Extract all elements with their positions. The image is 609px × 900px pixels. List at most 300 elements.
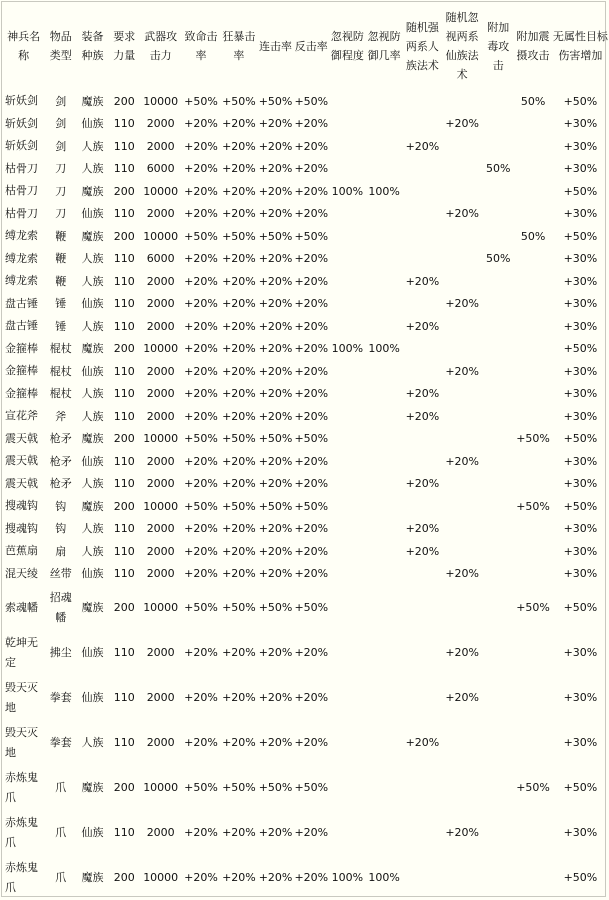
- table-cell: [514, 360, 552, 383]
- table-cell: [366, 315, 403, 338]
- table-cell: 魔族: [81, 432, 104, 446]
- table-cell: +20%: [258, 342, 293, 356]
- table-cell: 魔族: [81, 871, 104, 884]
- table-cell: [514, 203, 552, 226]
- table-cell: [514, 405, 552, 428]
- col-header: 无属性目标伤害增加: [552, 30, 608, 62]
- weapon-name-cell: 缚龙索: [5, 251, 38, 265]
- table-cell: +20%: [258, 646, 293, 659]
- table-cell: 人族: [81, 319, 104, 333]
- table-cell: [366, 383, 403, 406]
- table-cell: +50%: [222, 499, 256, 513]
- table-cell: +20%: [184, 342, 218, 356]
- table-cell: 棍杖: [49, 364, 72, 378]
- table-cell: [366, 675, 403, 720]
- table-cell: +20%: [294, 646, 329, 659]
- table-cell: +20%: [222, 117, 256, 131]
- table-cell: [403, 158, 442, 181]
- table-cell: [329, 473, 365, 496]
- table-cell: [329, 158, 365, 181]
- weapon-name-cell: 金箍棒: [5, 341, 38, 355]
- weapon-name-cell: 缚龙索: [5, 274, 38, 288]
- table-cell: [482, 518, 514, 541]
- table-cell: +20%: [258, 871, 293, 884]
- table-cell: +20%: [222, 409, 256, 423]
- table-cell: +50%: [516, 781, 550, 794]
- table-cell: +20%: [184, 274, 218, 288]
- table-cell: [403, 585, 442, 630]
- table-row: [2, 810, 609, 855]
- table-cell: 刀: [55, 207, 67, 221]
- table-cell: +20%: [294, 117, 329, 131]
- table-cell: +50%: [516, 601, 550, 614]
- table-cell: +30%: [563, 139, 598, 153]
- table-cell: 拳套: [49, 736, 72, 749]
- table-cell: [366, 158, 403, 181]
- table-cell: [442, 585, 482, 630]
- table-cell: +20%: [258, 409, 293, 423]
- table-cell: +20%: [445, 297, 479, 311]
- table-cell: [329, 360, 365, 383]
- table-cell: +20%: [294, 409, 329, 423]
- table-cell: 200: [113, 601, 135, 614]
- table-cell: [442, 158, 482, 181]
- table-cell: 仙族: [81, 207, 104, 221]
- table-cell: 100%: [331, 342, 364, 356]
- table-cell: [442, 338, 482, 361]
- table-cell: 2000: [146, 364, 175, 378]
- table-cell: [482, 383, 514, 406]
- table-cell: +20%: [222, 274, 256, 288]
- table-cell: [329, 675, 365, 720]
- weapon-name-cell: 乾坤无定: [5, 635, 38, 669]
- table-cell: 110: [113, 139, 135, 153]
- table-cell: [442, 180, 482, 203]
- table-cell: [442, 248, 482, 271]
- col-header: 反击率: [294, 39, 328, 53]
- table-cell: [514, 540, 552, 563]
- table-cell: +20%: [294, 252, 329, 266]
- table-cell: +20%: [184, 736, 218, 749]
- table-cell: 剑: [55, 139, 67, 153]
- table-cell: 人族: [81, 252, 104, 266]
- table-cell: [482, 630, 514, 675]
- table-cell: 人族: [81, 522, 104, 536]
- divine-weapon-table: [2, 2, 609, 900]
- table-cell: 10000: [143, 781, 179, 794]
- table-cell: [482, 428, 514, 451]
- table-cell: +20%: [184, 252, 218, 266]
- table-cell: [366, 135, 403, 158]
- table-cell: 仙族: [81, 454, 104, 468]
- table-cell: [329, 113, 365, 136]
- table-cell: [442, 135, 482, 158]
- table-cell: [403, 338, 442, 361]
- table-cell: +50%: [563, 229, 598, 243]
- table-cell: +20%: [222, 252, 256, 266]
- table-cell: 200: [113, 94, 135, 108]
- table-cell: +50%: [294, 432, 329, 446]
- table-cell: +20%: [222, 522, 256, 536]
- table-cell: [514, 675, 552, 720]
- table-cell: [403, 203, 442, 226]
- weapon-name-cell: 赤炼鬼爪: [5, 860, 38, 894]
- col-header: 装备种族: [81, 30, 104, 62]
- weapon-name-cell: 搜魂钩: [5, 499, 38, 513]
- table-cell: +20%: [258, 736, 293, 749]
- table-cell: 6000: [146, 252, 175, 266]
- table-cell: +50%: [184, 432, 218, 446]
- table-cell: 钩: [55, 499, 67, 513]
- table-cell: 2000: [146, 691, 175, 704]
- table-cell: +20%: [258, 691, 293, 704]
- table-cell: +20%: [294, 184, 329, 198]
- table-cell: +50%: [516, 432, 550, 446]
- table-cell: [403, 293, 442, 316]
- table-cell: 10000: [143, 499, 179, 513]
- table-cell: 2000: [146, 117, 175, 131]
- table-cell: [366, 405, 403, 428]
- table-cell: +50%: [184, 94, 218, 108]
- table-cell: +50%: [258, 94, 293, 108]
- table-cell: [482, 360, 514, 383]
- col-header: 附加毒攻击: [487, 20, 510, 72]
- table-cell: [403, 855, 442, 900]
- table-cell: 10000: [143, 432, 179, 446]
- col-header: 随机强两系人族法术: [405, 20, 439, 72]
- table-cell: 丝带: [49, 567, 72, 581]
- table-cell: +20%: [222, 544, 256, 558]
- table-cell: +20%: [294, 139, 329, 153]
- table-cell: +30%: [563, 409, 598, 423]
- table-cell: +20%: [294, 567, 329, 581]
- table-cell: 110: [113, 409, 135, 423]
- table-cell: 2000: [146, 297, 175, 311]
- table-cell: 刀: [55, 184, 67, 198]
- table-row: [2, 338, 609, 361]
- table-cell: 100%: [331, 871, 364, 884]
- table-cell: 仙族: [81, 297, 104, 311]
- table-cell: [366, 585, 403, 630]
- table-cell: +30%: [563, 252, 598, 266]
- table-row: [2, 450, 609, 473]
- table-cell: 刀: [55, 162, 67, 176]
- table-cell: +20%: [445, 117, 479, 131]
- table-cell: 仙族: [81, 691, 104, 704]
- table-cell: +20%: [405, 522, 440, 536]
- table-cell: 人族: [81, 544, 104, 558]
- table-cell: [482, 585, 514, 630]
- col-header: 忽视防御程度: [330, 30, 364, 62]
- table-cell: 锤: [55, 297, 67, 311]
- table-cell: [482, 293, 514, 316]
- table-body: [2, 90, 609, 900]
- table-cell: 拂尘: [49, 646, 72, 659]
- table-cell: 2000: [146, 567, 175, 581]
- weapon-name-cell: 索魂幡: [5, 600, 38, 614]
- table-cell: +20%: [294, 736, 329, 749]
- table-cell: 110: [113, 319, 135, 333]
- table-cell: +20%: [445, 364, 479, 378]
- table-cell: +30%: [563, 454, 598, 468]
- table-cell: 100%: [368, 871, 400, 884]
- table-cell: [514, 450, 552, 473]
- table-cell: [514, 563, 552, 586]
- table-cell: [514, 338, 552, 361]
- table-cell: [403, 113, 442, 136]
- table-cell: [403, 563, 442, 586]
- table-cell: +20%: [294, 544, 329, 558]
- table-cell: +20%: [294, 364, 329, 378]
- table-row: [2, 630, 609, 675]
- table-row: [2, 563, 609, 586]
- table-cell: [366, 360, 403, 383]
- table-cell: [329, 720, 365, 765]
- table-cell: [442, 270, 482, 293]
- table-cell: 110: [113, 207, 135, 221]
- table-cell: 10000: [143, 871, 179, 884]
- table-cell: 200: [113, 432, 135, 446]
- table-cell: [482, 720, 514, 765]
- table-cell: 110: [113, 162, 135, 176]
- col-header: 狂暴击率: [222, 30, 256, 62]
- table-cell: 110: [113, 387, 135, 401]
- table-cell: +20%: [184, 544, 218, 558]
- table-cell: +50%: [294, 229, 329, 243]
- table-cell: [366, 495, 403, 518]
- table-cell: +50%: [294, 94, 329, 108]
- table-cell: [403, 765, 442, 810]
- table-cell: +30%: [563, 691, 598, 704]
- table-cell: [442, 473, 482, 496]
- table-cell: [329, 495, 365, 518]
- table-row: [2, 540, 609, 563]
- table-cell: [329, 405, 365, 428]
- table-cell: +50%: [184, 499, 218, 513]
- table-cell: +20%: [258, 364, 293, 378]
- table-cell: 爪: [55, 871, 67, 884]
- table-cell: [482, 90, 514, 113]
- table-cell: +50%: [258, 781, 293, 794]
- table-cell: +20%: [184, 297, 218, 311]
- table-cell: +30%: [563, 207, 598, 221]
- table-cell: [482, 180, 514, 203]
- table-cell: 2000: [146, 387, 175, 401]
- table-cell: [366, 203, 403, 226]
- table-cell: +30%: [563, 567, 598, 581]
- table-cell: [482, 855, 514, 900]
- table-cell: 扇: [55, 544, 67, 558]
- table-cell: 110: [113, 522, 135, 536]
- weapon-name-cell: 毁天灭地: [5, 680, 38, 714]
- table-cell: +20%: [445, 567, 479, 581]
- table-cell: [514, 315, 552, 338]
- table-cell: 110: [113, 252, 135, 266]
- weapon-name-cell: 毁天灭地: [5, 725, 38, 759]
- table-cell: +20%: [222, 477, 256, 491]
- table-row: [2, 675, 609, 720]
- table-cell: 2000: [146, 544, 175, 558]
- table-cell: +20%: [294, 454, 329, 468]
- table-cell: [329, 765, 365, 810]
- weapon-name-cell: 赤炼鬼爪: [5, 770, 38, 804]
- table-cell: 100%: [368, 342, 400, 356]
- table-cell: +50%: [294, 499, 329, 513]
- table-cell: +50%: [222, 432, 256, 446]
- table-cell: [329, 563, 365, 586]
- table-cell: +20%: [294, 319, 329, 333]
- col-header: 随机忽视两系仙族法术: [445, 11, 479, 81]
- table-cell: [514, 293, 552, 316]
- table-cell: 2000: [146, 522, 175, 536]
- table-cell: +20%: [294, 342, 329, 356]
- table-cell: 枪矛: [49, 432, 72, 446]
- table-cell: +20%: [405, 139, 440, 153]
- table-cell: +30%: [563, 544, 598, 558]
- table-cell: [514, 270, 552, 293]
- table-cell: [482, 810, 514, 855]
- table-cell: [442, 315, 482, 338]
- table-cell: +20%: [222, 139, 256, 153]
- table-cell: 仙族: [81, 117, 104, 131]
- table-cell: [442, 383, 482, 406]
- table-cell: +20%: [258, 387, 293, 401]
- table-cell: 50%: [520, 229, 546, 243]
- table-cell: 2000: [146, 274, 175, 288]
- weapon-name-cell: 枯骨刀: [5, 206, 38, 220]
- table-cell: +30%: [563, 736, 598, 749]
- weapon-name-cell: 斩妖剑: [5, 116, 38, 130]
- table-cell: [403, 180, 442, 203]
- table-cell: +20%: [405, 544, 440, 558]
- table-cell: [442, 855, 482, 900]
- table-cell: [329, 518, 365, 541]
- table-cell: +20%: [222, 207, 256, 221]
- table-cell: +20%: [222, 454, 256, 468]
- table-cell: +50%: [258, 499, 293, 513]
- table-cell: +50%: [563, 342, 598, 356]
- table-cell: +50%: [563, 499, 598, 513]
- table-cell: +20%: [405, 736, 440, 749]
- table-cell: 2000: [146, 139, 175, 153]
- table-cell: +20%: [258, 252, 293, 266]
- table-cell: +50%: [563, 601, 598, 614]
- table-cell: +50%: [516, 499, 550, 513]
- table-cell: +50%: [563, 432, 598, 446]
- table-cell: [514, 473, 552, 496]
- table-cell: +30%: [563, 826, 598, 839]
- table-cell: 110: [113, 544, 135, 558]
- table-cell: [329, 248, 365, 271]
- table-cell: +20%: [184, 117, 218, 131]
- table-cell: +20%: [258, 297, 293, 311]
- table-row: [2, 203, 609, 226]
- table-cell: [482, 405, 514, 428]
- table-row: [2, 405, 609, 428]
- table-cell: 50%: [486, 252, 511, 266]
- table-cell: 200: [113, 871, 135, 884]
- table-cell: +50%: [258, 229, 293, 243]
- table-cell: 110: [113, 826, 135, 839]
- table-cell: [514, 180, 552, 203]
- table-cell: +50%: [222, 229, 256, 243]
- weapon-name-cell: 宣花斧: [5, 409, 38, 423]
- table-cell: 10000: [143, 342, 179, 356]
- table-cell: [403, 360, 442, 383]
- table-cell: +20%: [184, 477, 218, 491]
- table-cell: +50%: [258, 432, 293, 446]
- table-cell: 人族: [81, 387, 104, 401]
- table-cell: +30%: [563, 364, 598, 378]
- table-cell: [366, 540, 403, 563]
- col-header: 忽视防御几率: [367, 30, 401, 62]
- table-cell: [482, 540, 514, 563]
- table-cell: [329, 270, 365, 293]
- table-cell: 魔族: [81, 94, 104, 108]
- table-cell: +20%: [294, 297, 329, 311]
- table-cell: 仙族: [81, 364, 104, 378]
- table-cell: +20%: [258, 319, 293, 333]
- table-cell: +50%: [563, 781, 598, 794]
- table-cell: 110: [113, 274, 135, 288]
- table-cell: 200: [113, 184, 135, 198]
- table-cell: +20%: [294, 274, 329, 288]
- weapon-name-cell: 斩妖剑: [5, 139, 38, 153]
- table-cell: [514, 518, 552, 541]
- table-row: [2, 225, 609, 248]
- table-cell: 200: [113, 499, 135, 513]
- table-cell: +50%: [222, 94, 256, 108]
- table-cell: +20%: [445, 646, 479, 659]
- table-cell: +30%: [563, 646, 598, 659]
- table-cell: +20%: [405, 477, 440, 491]
- table-cell: +30%: [563, 319, 598, 333]
- table-cell: +20%: [222, 184, 256, 198]
- table-row: [2, 585, 609, 630]
- table-cell: +20%: [184, 364, 218, 378]
- table-cell: 110: [113, 364, 135, 378]
- table-cell: [442, 428, 482, 451]
- table-cell: +20%: [258, 117, 293, 131]
- table-cell: +30%: [563, 117, 598, 131]
- table-row: [2, 90, 609, 113]
- table-cell: +20%: [184, 454, 218, 468]
- table-cell: +20%: [405, 387, 440, 401]
- table-cell: 2000: [146, 454, 175, 468]
- table-cell: [442, 720, 482, 765]
- table-row: [2, 720, 609, 765]
- table-cell: 2000: [146, 826, 175, 839]
- table-cell: 200: [113, 229, 135, 243]
- table-cell: [514, 720, 552, 765]
- table-cell: [482, 315, 514, 338]
- table-cell: [482, 450, 514, 473]
- col-header: 神兵名称: [7, 30, 41, 62]
- table-cell: +20%: [184, 319, 218, 333]
- weapon-name-cell: 震天戟: [5, 454, 38, 468]
- table-cell: 2000: [146, 736, 175, 749]
- table-cell: [366, 428, 403, 451]
- table-cell: [366, 450, 403, 473]
- table-cell: 110: [113, 646, 135, 659]
- table-row: [2, 113, 609, 136]
- table-row: [2, 180, 609, 203]
- table-cell: 鞭: [55, 252, 67, 266]
- table-cell: 魔族: [81, 781, 104, 794]
- table-cell: +20%: [258, 477, 293, 491]
- table-cell: +50%: [294, 781, 329, 794]
- table-cell: [403, 225, 442, 248]
